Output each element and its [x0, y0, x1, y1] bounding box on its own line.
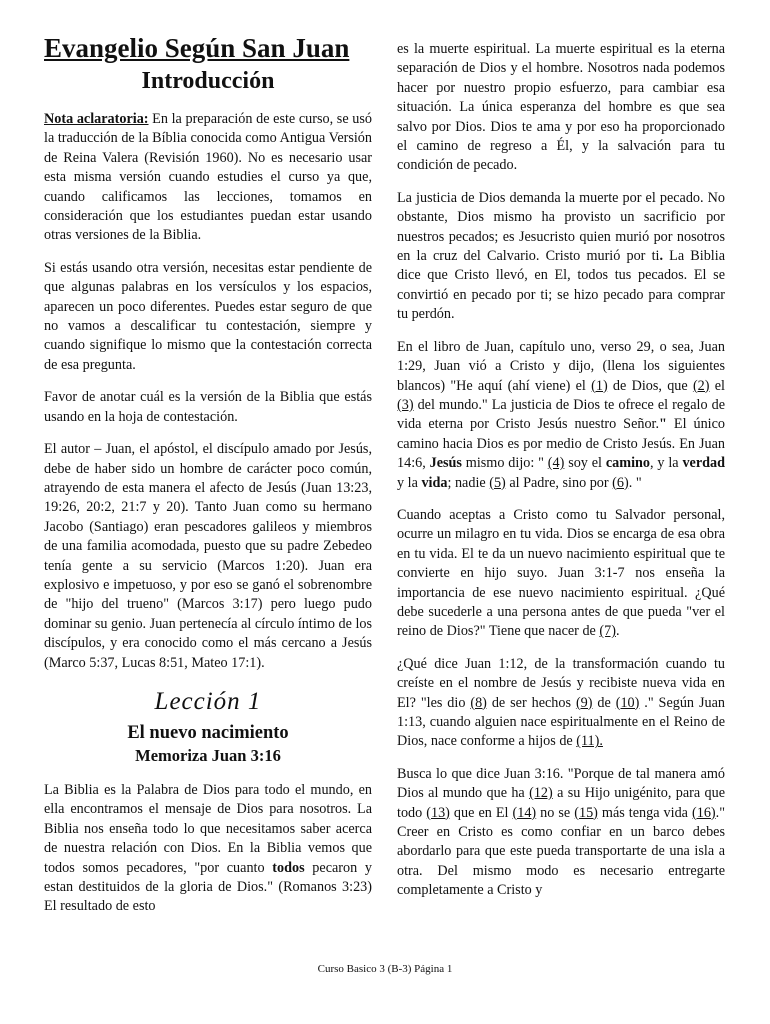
- blank-10: (10): [615, 694, 640, 711]
- text-run: y la: [397, 474, 422, 491]
- text-run: que en El: [449, 804, 513, 821]
- document-title: Evangelio Según San Juan: [44, 33, 350, 63]
- text-run: más tenga vida: [597, 804, 693, 821]
- paragraph-john-3-16: [397, 765, 725, 901]
- text-run: del mundo." La justicia de Dios te ofrece el regalo de vida eterna por Cristo Jesús nuestro Señor.: [397, 396, 725, 433]
- lesson-subtitle: El nuevo nacimiento: [127, 722, 289, 743]
- text-run: no se: [536, 804, 575, 821]
- paragraph-author: El autor – Juan, el apóstol, el discípulo amado por Jesús, debe de haber sido un hombre de carácter poco común, atrayendo de esta manera el afecto de Jesús (Juan 13:23, 19:26, 20:2, 21:7 y 20). Tanto Juan como su hermano Jacobo (Santiago) eran pescadores galileos y miembros de una familia acomodada, puesto que su padre Zebedeo tenía gente a su servicio (Marcos 1:20). Juan era explosivo e impetuoso, y por eso se ganó el sobrenombre de "hijo del trueno" (Marcos 3:17) pero luego pudo dominar su genio. Juan pertenecía al círculo íntimo de los discípulos, y era conocido como el más cercano a Jesús (Marco 5:37, Lucas 8:51, Mateo 17:1).: [44, 441, 372, 671]
- blank-7: (7): [599, 623, 616, 640]
- bold-quote: ": [659, 416, 667, 433]
- text-run: mismo dijo: ": [461, 455, 548, 472]
- paragraph-justice: [397, 189, 725, 325]
- text-run: pecaron y estan destituidos de la gloria de Dios." (Romanos 3:23) El resultado de esto: [44, 859, 372, 915]
- bold-period: .: [659, 248, 664, 265]
- blank-3: (3): [397, 396, 414, 413]
- paragraph-john-1-29: [397, 338, 725, 493]
- text-run: ." Según Juan 1:13, cuando alguien nace espiritualmente en el Reino de Dios, nace conforme a hijos de: [397, 694, 725, 750]
- text-run: El único camino hacia Dios es por medio de Cristo Jesús. En Juan 14:6,: [397, 416, 725, 472]
- bold-word-camino: camino: [605, 455, 650, 472]
- text-run: La Biblia es la Palabra de Dios para todo el mundo, en ella encontramos el mensaje de Dios para nosotros. La Biblia nos enseña todo lo que necesitamos saber acerca de nuestra relación con Dios. En la Biblia vemos que todos somos pecadores, "por cuanto: [44, 781, 372, 876]
- bold-word-jesus: Jesús: [429, 455, 462, 472]
- blank-1: (1): [591, 377, 608, 394]
- text-run: ¿Qué dice Juan 1:12, de la transformación cuando tu creíste en el nombre de Jesús y recibiste nueva vida en El? "les dio: [397, 655, 725, 711]
- paragraph-john-1-12: [397, 655, 725, 752]
- blank-12: (12): [529, 785, 553, 802]
- paragraph-spiritual-death: es la muerte espiritual. La muerte espiritual es la eterna separación de Dios y el hombre. Nosotros nada podemos hacer por nuestro propio esfuerzo, para cambiar esa situación. La única esperanza del hombre es que sea salvo por Dios. Dios te ama y por eso ha proporcionado el camino de regreso a Él, y la salvación para tu condición de pecado.: [397, 41, 725, 174]
- text-run: de: [592, 694, 616, 711]
- paragraph-other-version: Si estás usando otra versión, necesitas estar pendiente de que algunas palabras en los versículos y los espacios, aparecen un poco diferentes. Puedes estar seguro de que no vamos a descalificar tu contestación, siempre y cuando signifique lo mismo que la contestación correcta de esa pregunta.: [44, 259, 372, 373]
- paragraph-bible: [44, 781, 372, 917]
- section-heading-introduction: Introducción: [141, 68, 275, 94]
- text-run: ." Creer en Cristo es como confiar en un barco debes abordarlo para que este pueda transportarte de una isla a otra. Del mismo modo es necesario entregarte completamente a Cristo y: [397, 804, 725, 899]
- text-run: En el libro de Juan, capítulo uno, verso 29, o sea, Juan 1:29, Juan vió a Cristo y dijo, (llena los siguientes blancos) "He aquí (ahí viene) el: [397, 338, 725, 394]
- text-run: a su Hijo unigénito, para que todo: [397, 785, 726, 821]
- paragraph-new-birth: [397, 506, 725, 642]
- blank-11: (11).: [576, 733, 603, 750]
- text-run: al Padre, sino por: [505, 474, 613, 491]
- paragraph-record-version: Favor de anotar cuál es la versión de la Biblia que estás usando en la hoja de contestación.: [44, 389, 372, 425]
- text-run: de Dios, que: [607, 377, 693, 394]
- blank-16: (16): [692, 804, 716, 821]
- blank-4: (4): [547, 455, 565, 472]
- blank-13: (13): [426, 804, 450, 821]
- note-text: En la preparación de este curso, se usó la traducción de la Bíblia conocida como Antigua Versión de Reina Valera (Revisión 1960). No es necesario usar esta misma versión cuando estudies el curso ya que, cuando calificamos las lecciones, tomamos en consideración que los estudiantes puedan estar usando otras versiones de la Biblia.: [44, 111, 372, 244]
- right-column: [397, 40, 725, 914]
- blank-2: (2): [692, 377, 710, 394]
- text-run: Cuando aceptas a Cristo como tu Salvador personal, ocurre un milagro en tu vida. Dios se encarga de esa obra en tu vida. El te da un nuevo nacimiento espiritual que te convierte en hijo suyo. Juan 3:1-7 nos enseña la importancia de ese nuevo nacimiento espiritual. ¿Qué debe sucederle a una persona antes de que pueda "ver el reino de Dios?" Tiene que nacer de: [397, 506, 725, 640]
- left-column: [44, 32, 372, 930]
- blank-9: (9): [575, 694, 593, 711]
- text-run: , y la: [650, 455, 683, 472]
- blank-5: (5): [489, 474, 506, 491]
- text-run: La justicia de Dios demanda la muerte por el pecado. No obstante, Dios mismo ha provisto un sacrificio por nuestros pecados; es Jesucristo quien murió por nosotros en la cruz del Calvario. Cristo murió por ti: [397, 189, 725, 265]
- text-run: . ": [628, 474, 642, 491]
- lesson-title: Lección 1: [154, 687, 262, 715]
- blank-14: (14): [512, 804, 537, 821]
- blank-8: (8): [470, 694, 487, 711]
- note-paragraph: [44, 110, 372, 246]
- text-run: soy el: [564, 455, 606, 472]
- page-footer: Curso Basico 3 (B-3) Página 1: [317, 963, 453, 975]
- bold-word-vida: vida: [421, 474, 448, 491]
- memorize-verse: Memoriza Juan 3:16: [135, 745, 281, 765]
- blank-6: (6): [612, 474, 629, 491]
- text-run: La Biblia dice que Cristo llevó, en El, todos tus pecados. El se convirtió en pecado por ti; se hizo pecado para comprar tu perdón.: [397, 248, 725, 323]
- bold-word-todos: todos: [272, 859, 305, 876]
- blank-15: (15): [574, 804, 598, 821]
- text-run: de ser hechos: [486, 694, 576, 711]
- note-label: Nota aclaratoria:: [44, 111, 149, 127]
- text-run: ; nadie: [447, 474, 490, 491]
- bold-word-verdad: verdad: [682, 455, 725, 472]
- text-run: Busca lo que dice Juan 3:16. "Porque de tal manera amó Dios al mundo que ha: [397, 765, 725, 802]
- text-run: .: [615, 623, 620, 640]
- text-run: el: [709, 377, 725, 394]
